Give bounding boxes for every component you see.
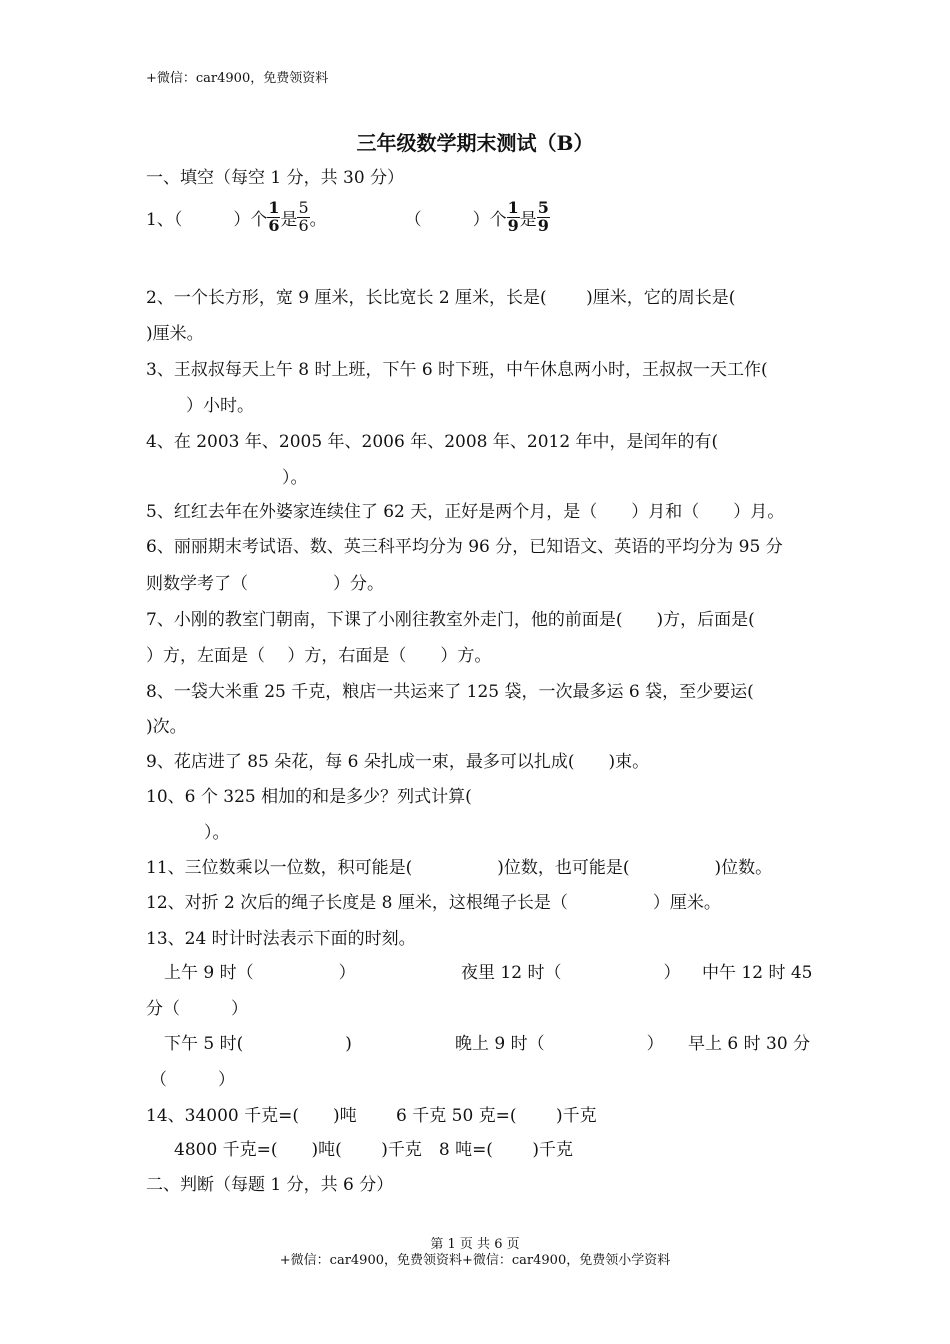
q13-morning-630-answer: （ ） bbox=[150, 1070, 235, 1090]
q1-part-b-prefix: （ ）个 bbox=[404, 209, 507, 230]
page-number: 第 1 页 共 6 页 bbox=[430, 1237, 520, 1252]
fraction-denominator: 9 bbox=[537, 215, 549, 235]
question-7-line-1: 7、小刚的教室门朝南，下课了小刚往教室外走门，他的前面是( )方，后面是( bbox=[146, 610, 755, 630]
question-14-line-2: 4800 千克=( )吨( )千克 8 吨=( )千克 bbox=[174, 1140, 573, 1160]
question-3-line-2: ）小时。 bbox=[186, 396, 254, 416]
question-10-line-2: ）。 bbox=[204, 823, 230, 843]
header-watermark: +微信：car4900，免费领资料 bbox=[146, 71, 329, 86]
q13-noon-1245: 中午 12 时 45 bbox=[702, 963, 813, 983]
q13-morning-9: 上午 9 时（ ） bbox=[164, 963, 356, 983]
question-12: 12、对折 2 次后的绳子长度是 8 厘米，这根绳子长是（ ）厘米。 bbox=[146, 893, 721, 913]
question-14-line-1: 14、34000 千克=( )吨 6 千克 50 克=( )千克 bbox=[146, 1106, 597, 1126]
question-6-line-1: 6、丽丽期末考试语、数、英三科平均分为 96 分，已知语文、英语的平均分为 95 分 bbox=[146, 537, 783, 557]
section-fill-heading: 一、填空（每空 1 分，共 30 分） bbox=[146, 168, 405, 188]
question-9: 9、花店进了 85 朵花，每 6 朵扎成一束，最多可以扎成( )束。 bbox=[146, 752, 650, 772]
question-5: 5、红红去年在外婆家连续住了 62 天，正好是两个月，是（ ）月和（ ）月。 bbox=[146, 502, 785, 522]
fraction-numerator: 1 bbox=[507, 198, 519, 217]
fraction-5-9 bbox=[537, 200, 550, 235]
q1-part-a-suffix: 。 bbox=[309, 209, 327, 230]
question-13: 13、24 时计时法表示下面的时刻。 bbox=[146, 929, 416, 949]
q1-part-a-prefix: 1、（ ）个 bbox=[146, 209, 268, 230]
question-2-line-2: )厘米。 bbox=[146, 324, 204, 344]
q13-afternoon-5: 下午 5 时( ) bbox=[164, 1034, 352, 1054]
question-11: 11、三位数乘以一位数，积可能是( )位数，也可能是( )位数。 bbox=[146, 858, 773, 878]
fraction-numerator: 1 bbox=[268, 198, 280, 217]
question-3-line-1: 3、王叔叔每天上午 8 时上班，下午 6 时下班，中午休息两小时，王叔叔一天工作( bbox=[146, 360, 768, 380]
question-1 bbox=[146, 200, 550, 235]
q13-evening-9: 晚上 9 时（ ） bbox=[455, 1034, 664, 1054]
question-4-line-2: ）。 bbox=[282, 468, 308, 488]
fraction-denominator: 6 bbox=[268, 215, 280, 235]
fraction-1-6 bbox=[267, 200, 280, 235]
question-8-line-2: )次。 bbox=[146, 717, 187, 737]
q13-night-12: 夜里 12 时（ ） bbox=[461, 963, 681, 983]
fraction-denominator: 6 bbox=[298, 215, 309, 235]
fraction-5-6 bbox=[297, 200, 309, 235]
page-title: 三年级数学期末测试（B） bbox=[356, 131, 594, 155]
question-4-line-1: 4、在 2003 年、2005 年、2006 年、2008 年、2012 年中，是闰年的有( bbox=[146, 432, 719, 452]
question-10-line-1: 10、6 个 325 相加的和是多少？列式计算( bbox=[146, 787, 472, 807]
fraction-numerator: 5 bbox=[298, 198, 309, 217]
question-6-line-2: 则数学考了（ ）分。 bbox=[146, 574, 384, 594]
fraction-numerator: 5 bbox=[537, 198, 549, 217]
question-7-line-2: ）方，左面是（ ）方，右面是（ ）方。 bbox=[146, 646, 492, 666]
question-2-line-1: 2、一个长方形，宽 9 厘米，长比宽长 2 厘米，长是( )厘米，它的周长是( bbox=[146, 288, 736, 308]
footer-watermark: +微信：car4900，免费领资料+微信：car4900，免费领小学资料 bbox=[279, 1253, 671, 1268]
fraction-1-9 bbox=[507, 200, 520, 235]
section-judge-heading: 二、判断（每题 1 分，共 6 分） bbox=[146, 1175, 394, 1195]
fraction-denominator: 9 bbox=[507, 215, 519, 235]
q13-noon-1245-answer: 分（ ） bbox=[146, 999, 248, 1019]
q1-part-a-mid: 是 bbox=[280, 209, 298, 230]
q13-morning-630: 早上 6 时 30 分 bbox=[688, 1034, 811, 1054]
question-8-line-1: 8、一袋大米重 25 千克，粮店一共运来了 125 袋，一次最多运 6 袋，至少要运( bbox=[146, 682, 754, 702]
q1-part-b-mid: 是 bbox=[519, 209, 537, 230]
